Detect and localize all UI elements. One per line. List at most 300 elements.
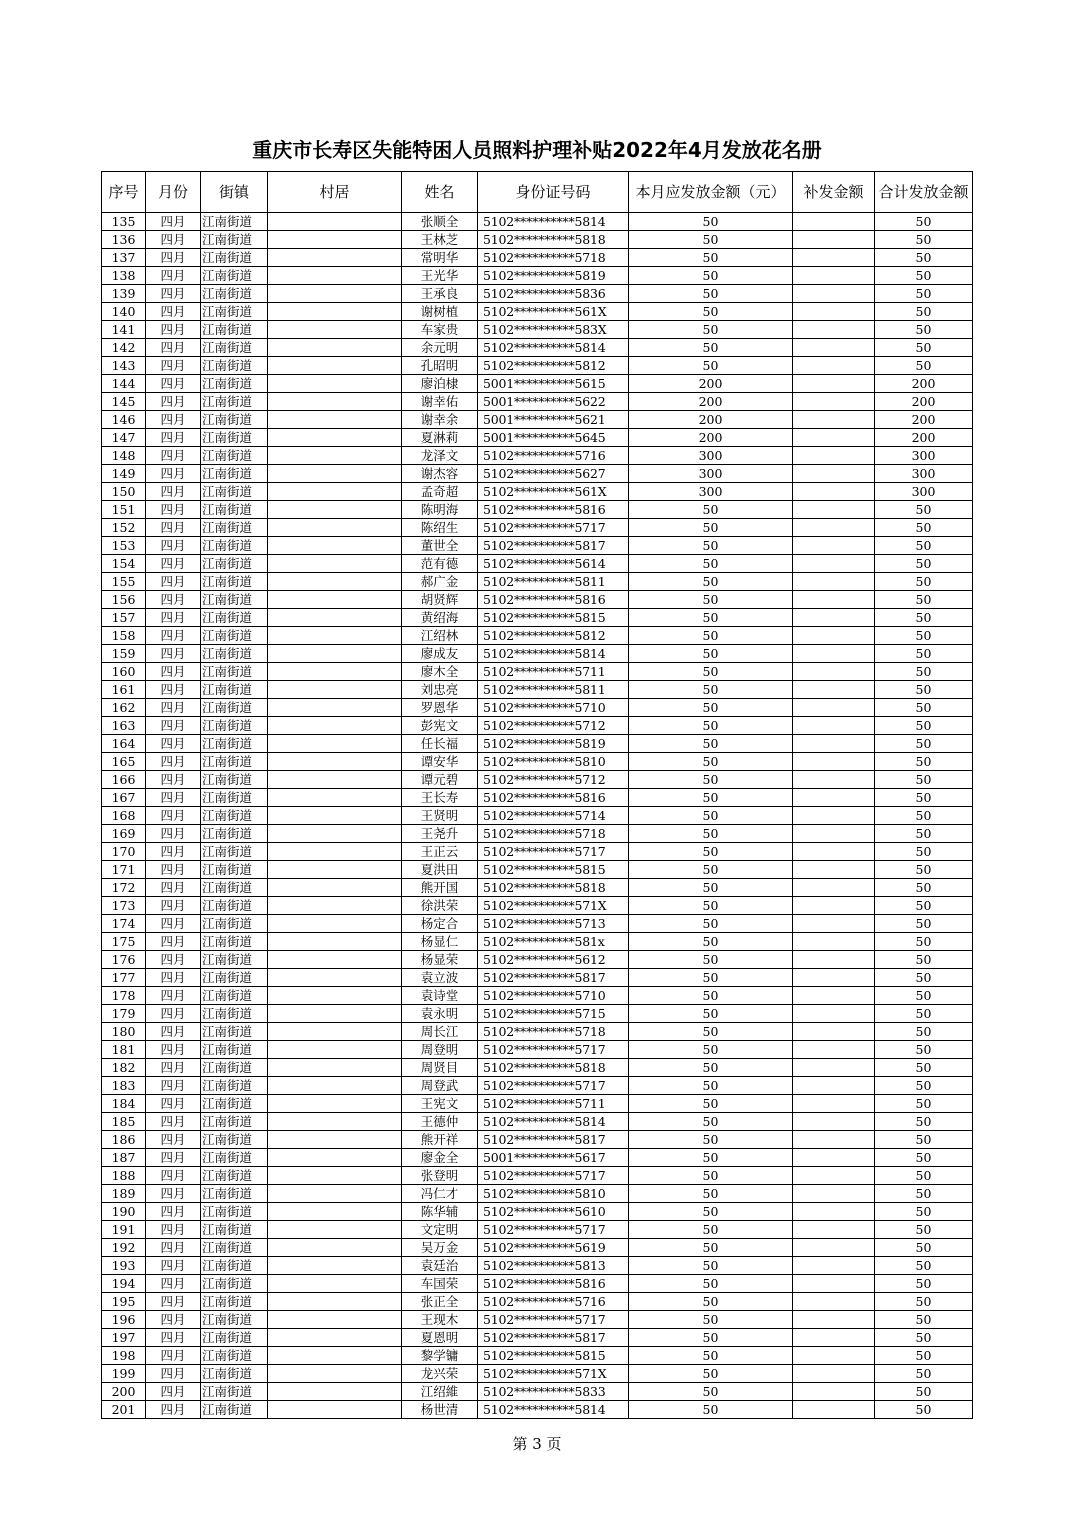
cell-name: 袁立波 — [402, 969, 478, 987]
cell-supplement — [793, 1383, 875, 1401]
cell-supplement — [793, 951, 875, 969]
cell-month: 四月 — [146, 285, 201, 303]
cell-id-number: 5001**********5615 — [478, 375, 629, 393]
table-row — [102, 555, 973, 573]
table-row — [102, 951, 973, 969]
cell-serial: 187 — [102, 1149, 146, 1167]
cell-monthly-amount: 50 — [629, 231, 793, 249]
cell-serial: 166 — [102, 771, 146, 789]
cell-total: 50 — [875, 951, 973, 969]
cell-total: 50 — [875, 915, 973, 933]
cell-month: 四月 — [146, 951, 201, 969]
cell-month: 四月 — [146, 843, 201, 861]
cell-total: 50 — [875, 591, 973, 609]
cell-total: 50 — [875, 699, 973, 717]
cell-monthly-amount: 50 — [629, 951, 793, 969]
cell-month: 四月 — [146, 933, 201, 951]
cell-street: 江南街道 — [201, 897, 268, 915]
cell-street: 江南街道 — [201, 1113, 268, 1131]
cell-total: 50 — [875, 1365, 973, 1383]
cell-supplement — [793, 861, 875, 879]
cell-street: 江南街道 — [201, 1329, 268, 1347]
cell-serial: 147 — [102, 429, 146, 447]
cell-month: 四月 — [146, 663, 201, 681]
table-row — [102, 1347, 973, 1365]
cell-supplement — [793, 807, 875, 825]
cell-serial: 148 — [102, 447, 146, 465]
cell-month: 四月 — [146, 267, 201, 285]
cell-id-number: 5001**********5645 — [478, 429, 629, 447]
cell-total: 50 — [875, 807, 973, 825]
cell-village — [268, 1167, 402, 1185]
table-row — [102, 1401, 973, 1419]
cell-month: 四月 — [146, 501, 201, 519]
cell-serial: 170 — [102, 843, 146, 861]
cell-name: 王正云 — [402, 843, 478, 861]
cell-total: 50 — [875, 1005, 973, 1023]
cell-street: 江南街道 — [201, 987, 268, 1005]
cell-village — [268, 1095, 402, 1113]
cell-monthly-amount: 50 — [629, 753, 793, 771]
cell-supplement — [793, 573, 875, 591]
cell-id-number: 5102**********5817 — [478, 537, 629, 555]
cell-street: 江南街道 — [201, 825, 268, 843]
cell-supplement — [793, 375, 875, 393]
cell-village — [268, 861, 402, 879]
cell-total: 50 — [875, 1059, 973, 1077]
cell-village — [268, 951, 402, 969]
cell-village — [268, 1239, 402, 1257]
cell-id-number: 5102**********5718 — [478, 1023, 629, 1041]
cell-street: 江南街道 — [201, 1167, 268, 1185]
cell-name: 龙兴荣 — [402, 1365, 478, 1383]
cell-month: 四月 — [146, 807, 201, 825]
cell-id-number: 5102**********5816 — [478, 591, 629, 609]
cell-serial: 185 — [102, 1113, 146, 1131]
cell-village — [268, 429, 402, 447]
cell-village — [268, 519, 402, 537]
table-row — [102, 249, 973, 267]
cell-total: 200 — [875, 411, 973, 429]
cell-serial: 190 — [102, 1203, 146, 1221]
cell-supplement — [793, 717, 875, 735]
cell-monthly-amount: 50 — [629, 807, 793, 825]
cell-village — [268, 285, 402, 303]
cell-supplement — [793, 249, 875, 267]
cell-total: 50 — [875, 1311, 973, 1329]
cell-village — [268, 1257, 402, 1275]
cell-supplement — [793, 789, 875, 807]
cell-month: 四月 — [146, 483, 201, 501]
cell-monthly-amount: 50 — [629, 1203, 793, 1221]
cell-total: 50 — [875, 1167, 973, 1185]
cell-serial: 151 — [102, 501, 146, 519]
cell-serial: 198 — [102, 1347, 146, 1365]
cell-monthly-amount: 50 — [629, 1257, 793, 1275]
cell-street: 江南街道 — [201, 789, 268, 807]
cell-month: 四月 — [146, 321, 201, 339]
cell-supplement — [793, 339, 875, 357]
cell-id-number: 5102**********5814 — [478, 339, 629, 357]
cell-street: 江南街道 — [201, 1203, 268, 1221]
cell-monthly-amount: 50 — [629, 519, 793, 537]
cell-month: 四月 — [146, 1347, 201, 1365]
cell-name: 刘忠亮 — [402, 681, 478, 699]
cell-serial: 192 — [102, 1239, 146, 1257]
cell-month: 四月 — [146, 1257, 201, 1275]
cell-id-number: 5102**********561X — [478, 303, 629, 321]
cell-id-number: 5102**********5812 — [478, 627, 629, 645]
cell-street: 江南街道 — [201, 339, 268, 357]
cell-street: 江南街道 — [201, 249, 268, 267]
cell-street: 江南街道 — [201, 1347, 268, 1365]
cell-supplement — [793, 1041, 875, 1059]
cell-street: 江南街道 — [201, 1293, 268, 1311]
table-row — [102, 303, 973, 321]
cell-total: 200 — [875, 429, 973, 447]
cell-village — [268, 753, 402, 771]
cell-monthly-amount: 50 — [629, 285, 793, 303]
cell-monthly-amount: 50 — [629, 1077, 793, 1095]
cell-month: 四月 — [146, 591, 201, 609]
cell-name: 胡贤辉 — [402, 591, 478, 609]
cell-monthly-amount: 50 — [629, 501, 793, 519]
cell-village — [268, 645, 402, 663]
cell-month: 四月 — [146, 231, 201, 249]
cell-month: 四月 — [146, 537, 201, 555]
cell-supplement — [793, 627, 875, 645]
cell-street: 江南街道 — [201, 681, 268, 699]
cell-month: 四月 — [146, 699, 201, 717]
cell-monthly-amount: 50 — [629, 1005, 793, 1023]
cell-serial: 156 — [102, 591, 146, 609]
cell-street: 江南街道 — [201, 915, 268, 933]
cell-month: 四月 — [146, 627, 201, 645]
cell-village — [268, 339, 402, 357]
table-row — [102, 429, 973, 447]
cell-id-number: 5102**********5612 — [478, 951, 629, 969]
cell-street: 江南街道 — [201, 267, 268, 285]
cell-month: 四月 — [146, 1149, 201, 1167]
cell-total: 50 — [875, 1293, 973, 1311]
cell-name: 杨显荣 — [402, 951, 478, 969]
cell-village — [268, 573, 402, 591]
cell-name: 袁诗堂 — [402, 987, 478, 1005]
cell-supplement — [793, 411, 875, 429]
cell-serial: 165 — [102, 753, 146, 771]
cell-id-number: 5102**********5818 — [478, 879, 629, 897]
cell-month: 四月 — [146, 1221, 201, 1239]
cell-monthly-amount: 50 — [629, 1041, 793, 1059]
cell-village — [268, 1401, 402, 1419]
table-body — [102, 213, 973, 1419]
cell-name: 黎学镛 — [402, 1347, 478, 1365]
cell-village — [268, 807, 402, 825]
cell-street: 江南街道 — [201, 213, 268, 231]
cell-id-number: 5102**********5814 — [478, 645, 629, 663]
cell-supplement — [793, 357, 875, 375]
cell-village — [268, 1149, 402, 1167]
table-row — [102, 717, 973, 735]
cell-monthly-amount: 50 — [629, 915, 793, 933]
cell-supplement — [793, 843, 875, 861]
header-street: 街镇 — [201, 172, 268, 213]
cell-month: 四月 — [146, 519, 201, 537]
cell-name: 董世全 — [402, 537, 478, 555]
cell-serial: 142 — [102, 339, 146, 357]
cell-id-number: 5102**********5816 — [478, 1275, 629, 1293]
cell-supplement — [793, 1167, 875, 1185]
cell-name: 周登明 — [402, 1041, 478, 1059]
cell-monthly-amount: 50 — [629, 717, 793, 735]
cell-village — [268, 501, 402, 519]
cell-id-number: 5102**********5716 — [478, 447, 629, 465]
table-row — [102, 699, 973, 717]
cell-total: 50 — [875, 1257, 973, 1275]
cell-name: 吴万金 — [402, 1239, 478, 1257]
table-row — [102, 735, 973, 753]
cell-street: 江南街道 — [201, 753, 268, 771]
cell-village — [268, 771, 402, 789]
cell-name: 罗恩华 — [402, 699, 478, 717]
cell-monthly-amount: 50 — [629, 1221, 793, 1239]
cell-name: 谢幸余 — [402, 411, 478, 429]
cell-id-number: 5102**********5813 — [478, 1257, 629, 1275]
cell-supplement — [793, 1239, 875, 1257]
table-row — [102, 1239, 973, 1257]
cell-total: 50 — [875, 573, 973, 591]
table-row — [102, 483, 973, 501]
table-row — [102, 753, 973, 771]
cell-name: 王贤明 — [402, 807, 478, 825]
cell-street: 江南街道 — [201, 717, 268, 735]
cell-supplement — [793, 1203, 875, 1221]
cell-name: 周长江 — [402, 1023, 478, 1041]
cell-monthly-amount: 50 — [629, 267, 793, 285]
table-row — [102, 789, 973, 807]
cell-supplement — [793, 591, 875, 609]
cell-supplement — [793, 1347, 875, 1365]
cell-total: 50 — [875, 717, 973, 735]
cell-month: 四月 — [146, 393, 201, 411]
cell-village — [268, 1131, 402, 1149]
cell-total: 50 — [875, 1185, 973, 1203]
cell-village — [268, 915, 402, 933]
cell-name: 范有德 — [402, 555, 478, 573]
cell-street: 江南街道 — [201, 573, 268, 591]
cell-total: 50 — [875, 987, 973, 1005]
cell-name: 夏淋莉 — [402, 429, 478, 447]
table-row — [102, 1167, 973, 1185]
cell-village — [268, 609, 402, 627]
cell-supplement — [793, 519, 875, 537]
cell-monthly-amount: 50 — [629, 789, 793, 807]
cell-street: 江南街道 — [201, 969, 268, 987]
cell-serial: 189 — [102, 1185, 146, 1203]
cell-name: 夏恩明 — [402, 1329, 478, 1347]
table-row — [102, 357, 973, 375]
cell-total: 50 — [875, 663, 973, 681]
cell-village — [268, 1221, 402, 1239]
cell-total: 50 — [875, 213, 973, 231]
cell-total: 50 — [875, 339, 973, 357]
cell-street: 江南街道 — [201, 933, 268, 951]
cell-monthly-amount: 50 — [629, 249, 793, 267]
cell-month: 四月 — [146, 555, 201, 573]
cell-month: 四月 — [146, 897, 201, 915]
header-id-number: 身份证号码 — [478, 172, 629, 213]
cell-month: 四月 — [146, 609, 201, 627]
table-row — [102, 897, 973, 915]
cell-supplement — [793, 213, 875, 231]
cell-id-number: 5102**********5814 — [478, 213, 629, 231]
cell-monthly-amount: 200 — [629, 375, 793, 393]
page-title: 重庆市长寿区失能特困人员照料护理补贴2022年4月发放花名册 — [252, 138, 822, 162]
cell-total: 50 — [875, 1113, 973, 1131]
table-row — [102, 339, 973, 357]
cell-id-number: 5102**********5711 — [478, 1095, 629, 1113]
cell-monthly-amount: 50 — [629, 861, 793, 879]
cell-village — [268, 1077, 402, 1095]
cell-total: 50 — [875, 1041, 973, 1059]
cell-serial: 195 — [102, 1293, 146, 1311]
cell-monthly-amount: 300 — [629, 483, 793, 501]
cell-id-number: 5102**********5814 — [478, 1113, 629, 1131]
cell-id-number: 5102**********5818 — [478, 231, 629, 249]
cell-monthly-amount: 50 — [629, 339, 793, 357]
cell-name: 车家贵 — [402, 321, 478, 339]
cell-month: 四月 — [146, 1023, 201, 1041]
cell-month: 四月 — [146, 573, 201, 591]
cell-total: 50 — [875, 627, 973, 645]
cell-total: 50 — [875, 249, 973, 267]
cell-village — [268, 303, 402, 321]
cell-monthly-amount: 50 — [629, 213, 793, 231]
cell-monthly-amount: 50 — [629, 357, 793, 375]
cell-total: 50 — [875, 1149, 973, 1167]
cell-supplement — [793, 483, 875, 501]
cell-street: 江南街道 — [201, 483, 268, 501]
cell-serial: 140 — [102, 303, 146, 321]
cell-name: 廖木全 — [402, 663, 478, 681]
cell-total: 50 — [875, 1023, 973, 1041]
cell-village — [268, 789, 402, 807]
cell-id-number: 5102**********5710 — [478, 987, 629, 1005]
cell-street: 江南街道 — [201, 861, 268, 879]
cell-total: 300 — [875, 483, 973, 501]
cell-name: 谢杰容 — [402, 465, 478, 483]
cell-serial: 183 — [102, 1077, 146, 1095]
cell-monthly-amount: 50 — [629, 1293, 793, 1311]
table-row — [102, 465, 973, 483]
cell-serial: 153 — [102, 537, 146, 555]
cell-street: 江南街道 — [201, 1221, 268, 1239]
cell-serial: 173 — [102, 897, 146, 915]
cell-total: 50 — [875, 789, 973, 807]
cell-monthly-amount: 50 — [629, 1185, 793, 1203]
cell-name: 周登武 — [402, 1077, 478, 1095]
table-row — [102, 933, 973, 951]
cell-month: 四月 — [146, 1167, 201, 1185]
cell-supplement — [793, 1401, 875, 1419]
cell-serial: 177 — [102, 969, 146, 987]
cell-month: 四月 — [146, 447, 201, 465]
cell-total: 300 — [875, 465, 973, 483]
cell-monthly-amount: 50 — [629, 1347, 793, 1365]
cell-supplement — [793, 1221, 875, 1239]
table-row — [102, 573, 973, 591]
cell-monthly-amount: 50 — [629, 1023, 793, 1041]
cell-total: 50 — [875, 231, 973, 249]
cell-name: 冯仁才 — [402, 1185, 478, 1203]
cell-month: 四月 — [146, 1401, 201, 1419]
cell-street: 江南街道 — [201, 303, 268, 321]
cell-supplement — [793, 825, 875, 843]
cell-id-number: 5102**********583X — [478, 321, 629, 339]
cell-serial: 196 — [102, 1311, 146, 1329]
cell-name: 陈绍生 — [402, 519, 478, 537]
cell-month: 四月 — [146, 771, 201, 789]
cell-id-number: 5102**********5717 — [478, 1221, 629, 1239]
cell-name: 王宪文 — [402, 1095, 478, 1113]
cell-serial: 167 — [102, 789, 146, 807]
cell-total: 50 — [875, 771, 973, 789]
cell-village — [268, 1329, 402, 1347]
cell-month: 四月 — [146, 789, 201, 807]
cell-supplement — [793, 915, 875, 933]
cell-name: 杨定合 — [402, 915, 478, 933]
cell-total: 50 — [875, 969, 973, 987]
cell-name: 袁廷治 — [402, 1257, 478, 1275]
cell-total: 50 — [875, 1131, 973, 1149]
table-row — [102, 267, 973, 285]
cell-street: 江南街道 — [201, 1005, 268, 1023]
header-supplement: 补发金额 — [793, 172, 875, 213]
cell-name: 熊开国 — [402, 879, 478, 897]
cell-id-number: 5102**********5714 — [478, 807, 629, 825]
cell-monthly-amount: 50 — [629, 1059, 793, 1077]
cell-street: 江南街道 — [201, 591, 268, 609]
cell-name: 文定明 — [402, 1221, 478, 1239]
cell-monthly-amount: 50 — [629, 537, 793, 555]
cell-name: 谭元碧 — [402, 771, 478, 789]
cell-supplement — [793, 321, 875, 339]
cell-total: 50 — [875, 321, 973, 339]
cell-street: 江南街道 — [201, 663, 268, 681]
cell-month: 四月 — [146, 1311, 201, 1329]
cell-name: 夏洪田 — [402, 861, 478, 879]
cell-street: 江南街道 — [201, 1239, 268, 1257]
cell-month: 四月 — [146, 429, 201, 447]
cell-name: 江绍林 — [402, 627, 478, 645]
cell-serial: 154 — [102, 555, 146, 573]
cell-street: 江南街道 — [201, 807, 268, 825]
cell-name: 谢树植 — [402, 303, 478, 321]
cell-supplement — [793, 285, 875, 303]
cell-total: 50 — [875, 1095, 973, 1113]
cell-supplement — [793, 663, 875, 681]
cell-total: 50 — [875, 537, 973, 555]
table-row — [102, 393, 973, 411]
cell-month: 四月 — [146, 1329, 201, 1347]
cell-id-number: 5102**********5712 — [478, 717, 629, 735]
cell-street: 江南街道 — [201, 447, 268, 465]
cell-id-number: 5102**********5717 — [478, 843, 629, 861]
cell-month: 四月 — [146, 1005, 201, 1023]
cell-total: 50 — [875, 555, 973, 573]
cell-supplement — [793, 987, 875, 1005]
cell-supplement — [793, 1023, 875, 1041]
